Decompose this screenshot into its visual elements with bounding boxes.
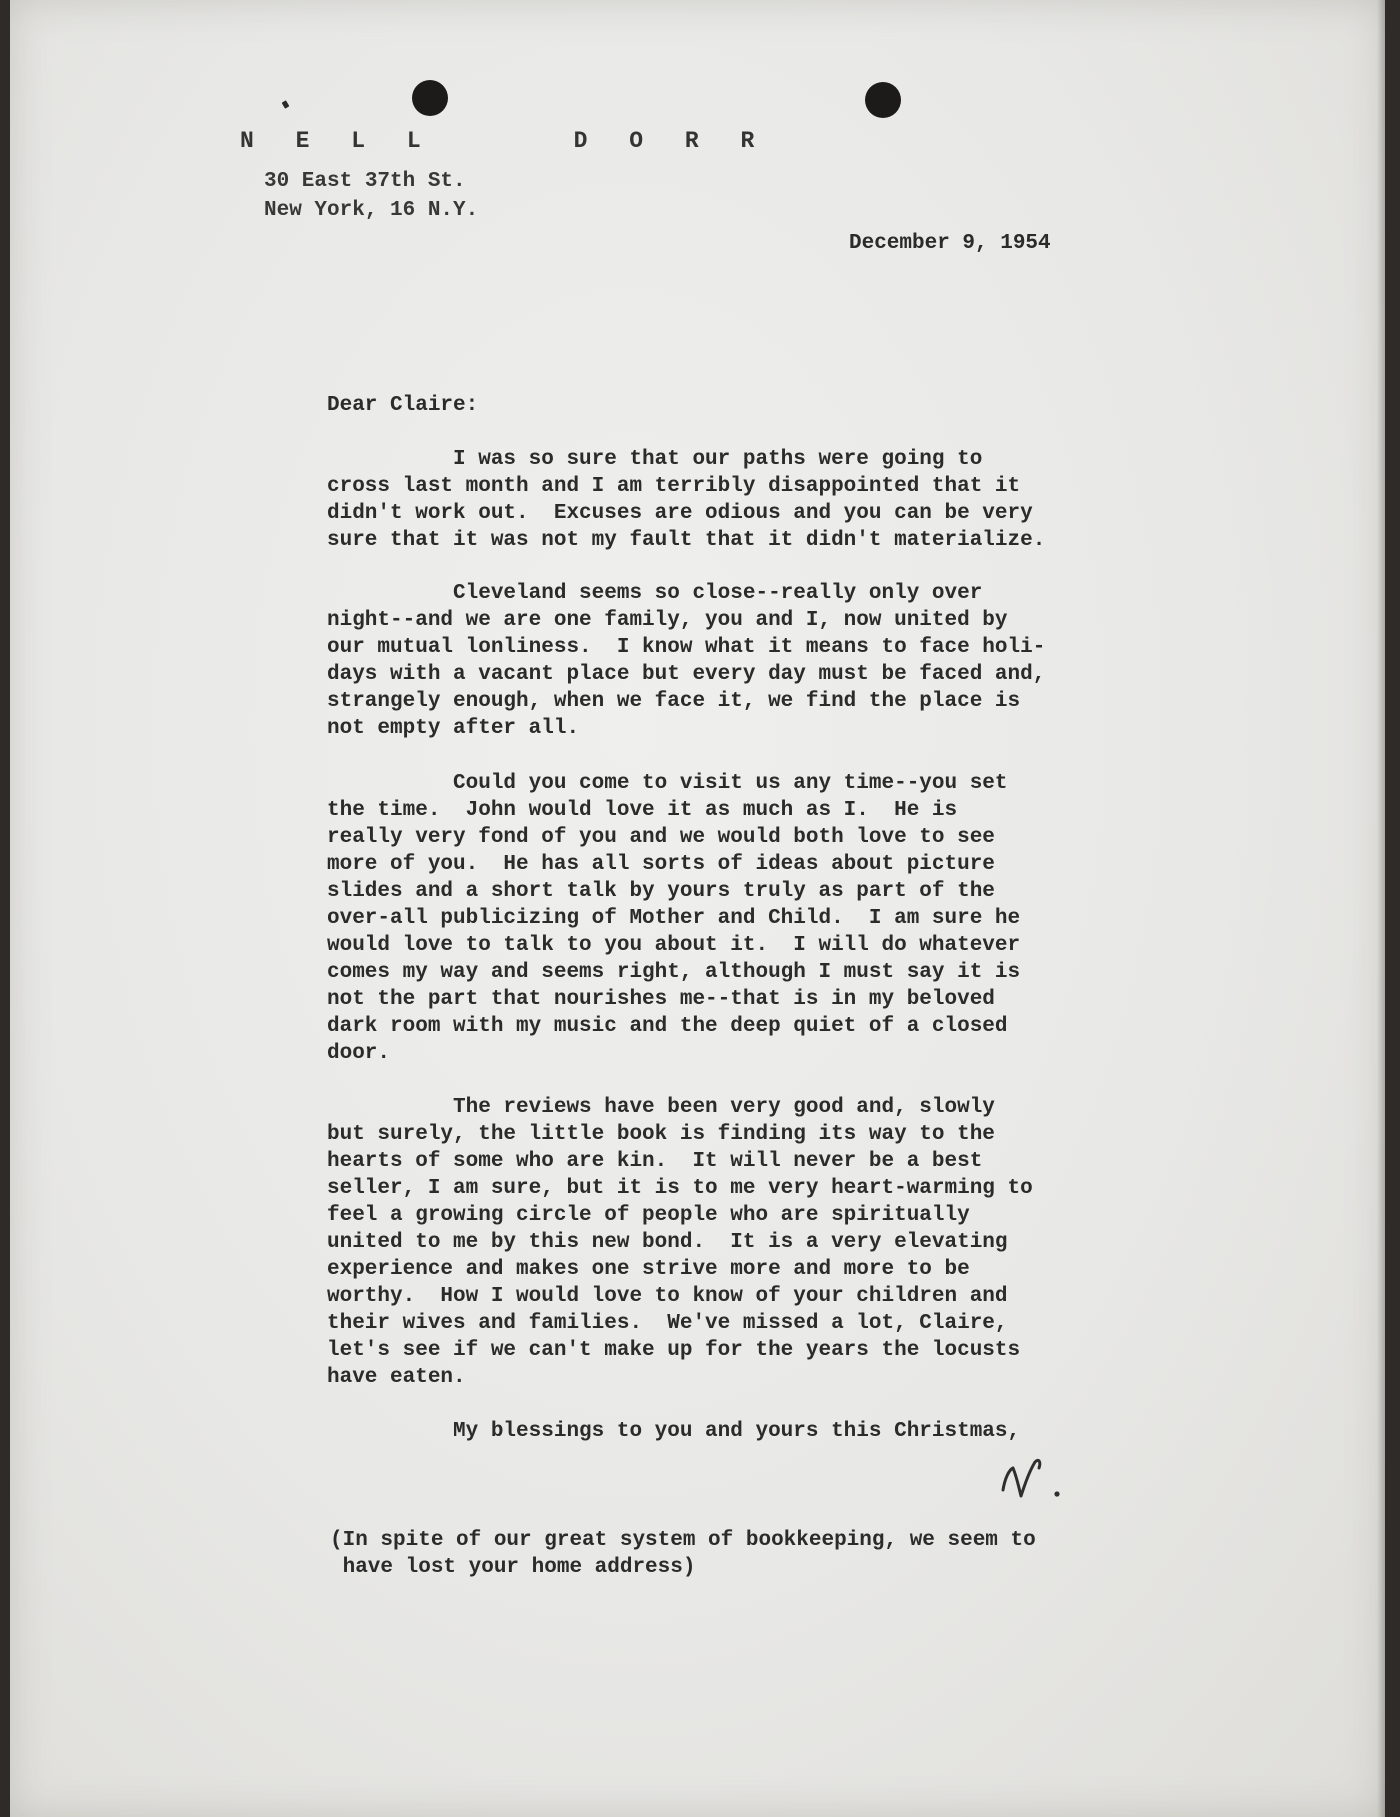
text-line: I was so sure that our paths were going to [327, 448, 983, 471]
text-line: not the part that nourishes me--that is in my beloved [327, 988, 995, 1011]
text-line: their wives and families. We've missed a lot, Claire, [327, 1312, 1008, 1335]
text-line: more of you. He has all sorts of ideas about picture [327, 853, 995, 876]
text-line: dark room with my music and the deep quiet of a closed [327, 1015, 1008, 1038]
text-line: experience and makes one strive more and more to be [327, 1258, 970, 1281]
text-line: door. [327, 1042, 391, 1065]
text-line: days with a vacant place but every day must be faced and, [327, 663, 1046, 686]
text-line: strangely enough, when we face it, we find the place is [327, 690, 1021, 713]
text-line: seller, I am sure, but it is to me very heart-warming to [327, 1177, 1033, 1200]
text-line: have lost your home address) [330, 1556, 696, 1579]
salutation: Dear Claire: [327, 394, 479, 417]
text-line: hearts of some who are kin. It will never be a best [327, 1150, 983, 1173]
letterhead-address-line-2: New York, 16 N.Y. [264, 199, 479, 222]
text-line: over-all publicizing of Mother and Child. I am sure he [327, 907, 1021, 930]
text-line: really very fond of you and we would both love to see [327, 826, 995, 849]
text-line: feel a growing circle of people who are spiritually [327, 1204, 970, 1227]
letter-date: December 9, 1954 [849, 232, 1051, 255]
text-line: would love to talk to you about it. I will do whatever [327, 934, 1021, 957]
text-line: the time. John would love it as much as I. He is [327, 799, 958, 822]
closing-line: My blessings to you and yours this Christmas, [327, 1420, 1021, 1443]
text-line: night--and we are one family, you and I, now united by [327, 609, 1008, 632]
closing [327, 1418, 1117, 1445]
text-line: Cleveland seems so close--really only over [327, 582, 983, 605]
text-line: worthy. How I would love to know of your children and [327, 1285, 1008, 1308]
paragraph-4 [327, 1094, 1117, 1391]
text-line: (In spite of our great system of bookkeeping, we seem to [330, 1529, 1036, 1552]
text-line: united to me by this new bond. It is a very elevating [327, 1231, 1008, 1254]
text-line: didn't work out. Excuses are odious and you can be very [327, 502, 1033, 525]
text-line: but surely, the little book is finding its way to the [327, 1123, 995, 1146]
punch-hole-right [865, 82, 901, 118]
handwritten-signature [995, 1448, 1085, 1508]
paper-edge-shadow [1377, 0, 1385, 1817]
text-line: The reviews have been very good and, slowly [327, 1096, 995, 1119]
letterhead-name: N E L L D O R R [240, 128, 769, 154]
text-line: Could you come to visit us any time--you set [327, 772, 1008, 795]
postscript [330, 1527, 1120, 1581]
punch-hole-left [412, 80, 448, 116]
letterhead-address-line-1: 30 East 37th St. [264, 170, 466, 193]
text-line: let's see if we can't make up for the years the locusts [327, 1339, 1021, 1362]
text-line: comes my way and seems right, although I must say it is [327, 961, 1021, 984]
paragraph-1 [327, 446, 1117, 554]
paragraph-3 [327, 770, 1117, 1067]
text-line: cross last month and I am terribly disappointed that it [327, 475, 1021, 498]
text-line: sure that it was not my fault that it didn't materialize. [327, 529, 1046, 552]
text-line: have eaten. [327, 1366, 466, 1389]
text-line: our mutual lonliness. I know what it means to face holi- [327, 636, 1046, 659]
text-line: slides and a short talk by yours truly as part of the [327, 880, 995, 903]
paragraph-2 [327, 580, 1117, 742]
text-line: not empty after all. [327, 717, 580, 740]
